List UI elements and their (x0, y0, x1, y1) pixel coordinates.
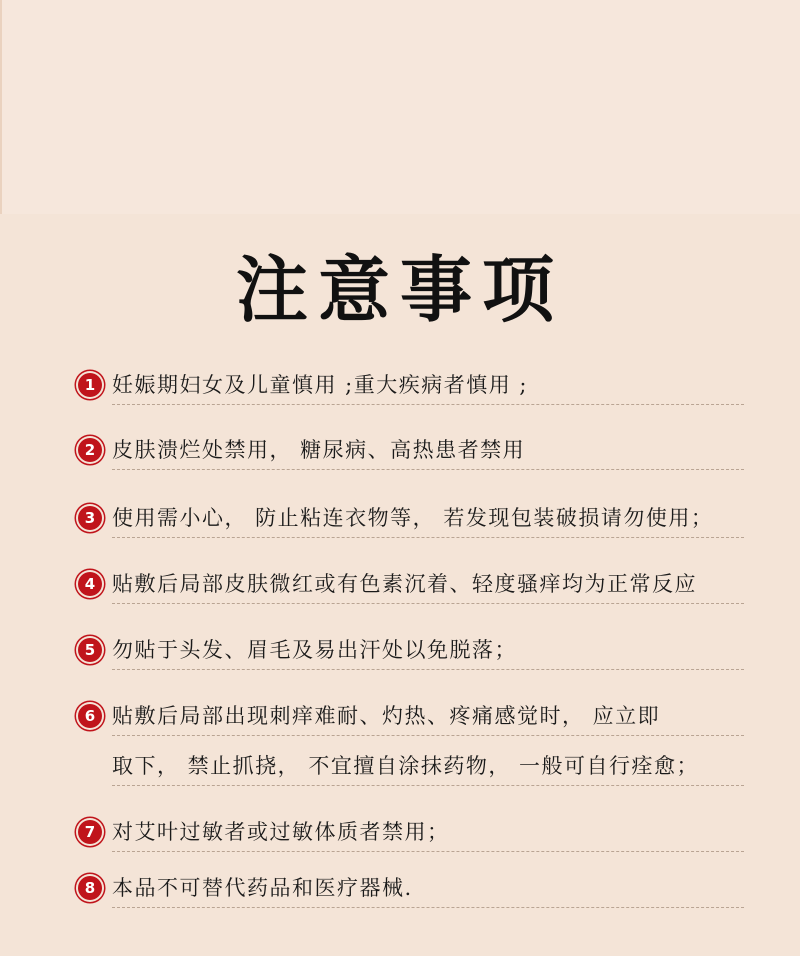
dashed-divider (112, 851, 744, 852)
item-text: 取下， 禁止抓挠， 不宜擅自涂抹药物， 一般可自行痊愈； (112, 754, 700, 778)
page-title: 注意事项 (235, 247, 564, 332)
left-edge-line (0, 0, 2, 214)
dashed-divider (112, 735, 744, 736)
number-badge: 3 (78, 506, 102, 530)
dashed-divider (112, 669, 744, 670)
item-line (78, 564, 744, 608)
dashed-divider (112, 907, 744, 908)
list-item-5 (78, 630, 744, 674)
list-item-6 (78, 696, 744, 790)
list-item-7 (78, 812, 744, 856)
list-item-8 (78, 868, 744, 912)
item-text: 使用需小心， 防止粘连衣物等， 若发现包装破损请勿使用； (112, 506, 714, 530)
item-line (78, 696, 744, 740)
dashed-divider (112, 404, 744, 405)
item-text: 本品不可替代药品和医疗器械. (112, 876, 413, 900)
list-item-1 (78, 365, 744, 409)
number-badge: 4 (78, 572, 102, 596)
item-line (78, 812, 744, 856)
number-badge: 2 (78, 438, 102, 462)
top-banner-area (0, 0, 800, 214)
number-badge: 7 (78, 820, 102, 844)
number-badge: 8 (78, 876, 102, 900)
item-line (78, 630, 744, 674)
dashed-divider (112, 537, 744, 538)
item-text: 对艾叶过敏者或过敏体质者禁用； (112, 820, 450, 844)
item-text: 皮肤溃烂处禁用， 糖尿病、高热患者禁用 (112, 438, 526, 462)
dashed-divider (112, 603, 744, 604)
list-item-4 (78, 564, 744, 608)
list-item-3 (78, 498, 744, 542)
item-line (78, 430, 744, 474)
number-badge: 1 (78, 373, 102, 397)
item-line (78, 365, 744, 409)
item-text: 贴敷后局部出现刺痒难耐、灼热、疼痛感觉时， 应立即 (112, 704, 661, 728)
dashed-divider (112, 785, 744, 786)
item-line (78, 868, 744, 912)
item-text: 贴敷后局部皮肤微红或有色素沉着、轻度骚痒均为正常反应 (112, 572, 697, 596)
item-line (78, 498, 744, 542)
number-badge: 5 (78, 638, 102, 662)
number-badge: 6 (78, 704, 102, 728)
list-item-2 (78, 430, 744, 474)
dashed-divider (112, 469, 744, 470)
item-text: 勿贴于头发、眉毛及易出汗处以免脱落； (112, 638, 517, 662)
item-text: 妊娠期妇女及儿童慎用 ;重大疾病者慎用 ; (112, 373, 528, 397)
item-line-continued (78, 746, 744, 790)
